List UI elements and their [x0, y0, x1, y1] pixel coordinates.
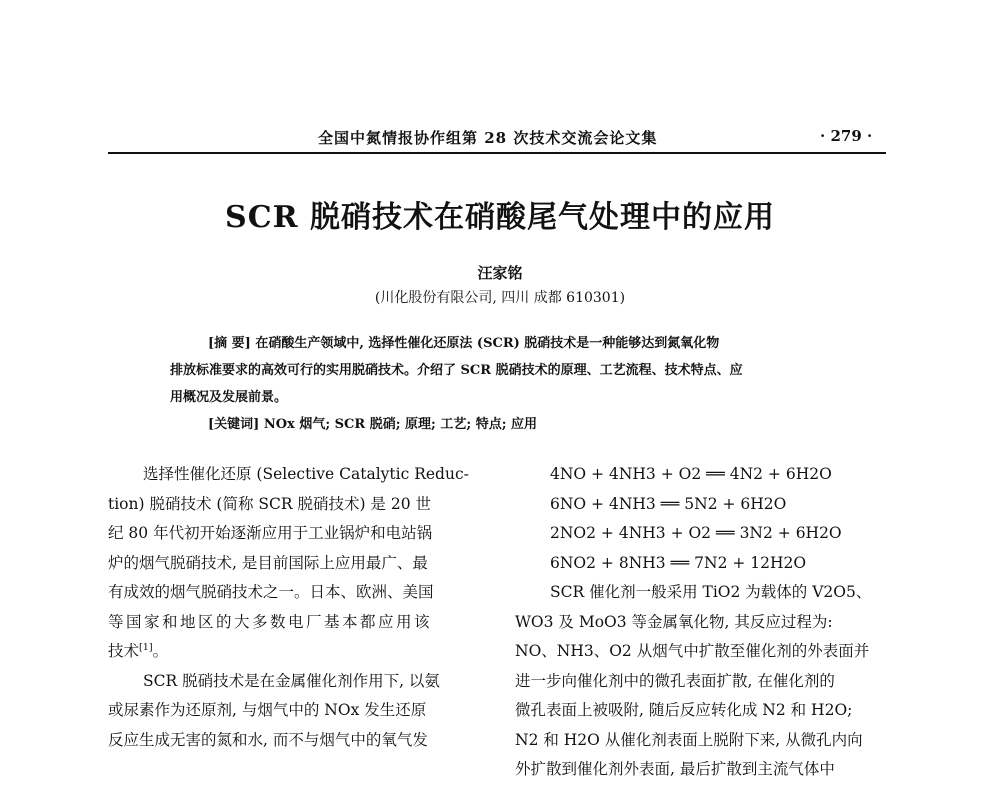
paragraph-line: 外扩散到催化剂外表面, 最后扩散到主流气体中: [515, 760, 835, 778]
equation: 4NO + 4NH3 + O2 ══ 4N2 + 6H2O: [550, 465, 832, 483]
abstract-text: 在硝酸生产领域中, 选择性催化还原法 (SCR) 脱硝技术是一种能够达到氮氧化物: [255, 336, 720, 351]
paragraph-line: 选择性催化还原 (Selective Catalytic Reduc-: [143, 465, 469, 483]
paragraph-line: 反应生成无害的氮和水, 而不与烟气中的氧气发: [108, 730, 428, 749]
paragraph-line: 等国家和地区的大多数电厂基本都应用该: [108, 612, 433, 631]
paper-title: SCR 脱硝技术在硝酸尾气处理中的应用: [225, 200, 775, 235]
abstract-label: [摘 要]: [208, 336, 251, 351]
paragraph-line: tion) 脱硝技术 (简称 SCR 脱硝技术) 是 20 世: [108, 494, 432, 513]
paragraph-line: [108, 696, 480, 726]
citation: [1]: [139, 641, 153, 653]
paragraph-line: WO3 及 MoO3 等金属氧化物, 其反应过程为:: [515, 612, 833, 631]
paragraph-line: 进一步向催化剂中的微孔表面扩散, 在催化剂的: [515, 671, 835, 690]
equation: 6NO + 4NH3 ══ 5N2 + 6H2O: [550, 494, 787, 513]
header-rule: [108, 152, 886, 154]
paragraph-line: 纪 80 年代初开始逐渐应用于工业锅炉和电站锅: [108, 524, 433, 542]
abstract: [170, 330, 830, 438]
abstract-line-3: 用概况及发展前景。: [170, 390, 288, 405]
paragraph-line: [108, 637, 480, 667]
affiliation: (川化股份有限公司, 四川 成都 610301): [374, 290, 626, 306]
abstract-line-2: 排放标准要求的高效可行的实用脱硝技术。介绍了 SCR 脱硝技术的原理、工艺流程、技术特点、应: [170, 363, 743, 378]
paragraph-line: NO、NH3、O2 从烟气中扩散至催化剂的外表面并: [515, 642, 870, 660]
page-number: · 279 ·: [820, 127, 873, 145]
text-run: x 发生还原: [350, 701, 427, 719]
paragraph-line: 有成效的烟气脱硝技术之一。日本、欧洲、美国: [108, 583, 434, 601]
text-run: 或尿素作为还原剂, 与烟气中的 NO: [108, 701, 351, 719]
keywords: NOx 烟气; SCR 脱硝; 原理; 工艺; 特点; 应用: [263, 417, 538, 432]
paragraph-line: SCR 脱硝技术是在金属催化剂作用下, 以氨: [143, 671, 440, 690]
keywords-label: [关键词]: [208, 417, 260, 432]
author: 汪家铭: [477, 264, 523, 282]
paragraph-line: N2 和 H2O 从催化剂表面上脱附下来, 从微孔内向: [515, 730, 863, 749]
paragraph-line: 微孔表面上被吸附, 随后反应转化成 N2 和 H2O;: [515, 701, 853, 719]
abstract-line-1: [170, 330, 830, 357]
equation: 6NO2 + 8NH3 ══ 7N2 + 12H2O: [550, 553, 807, 572]
right-column: [515, 460, 887, 785]
equation: 2NO2 + 4NH3 + O2 ══ 3N2 + 6H2O: [550, 524, 842, 542]
paragraph-line: 炉的烟气脱硝技术, 是目前国际上应用最广、最: [108, 553, 428, 572]
keywords-line: [170, 411, 830, 438]
paragraph-line: SCR 催化剂一般采用 TiO2 为载体的 V2O5、: [550, 583, 872, 601]
text-run: 技术: [108, 642, 140, 660]
left-column: [108, 460, 480, 755]
text-run: 。: [152, 642, 169, 660]
running-header: 全国中氮情报协作组第 28 次技术交流会论文集: [318, 129, 658, 147]
